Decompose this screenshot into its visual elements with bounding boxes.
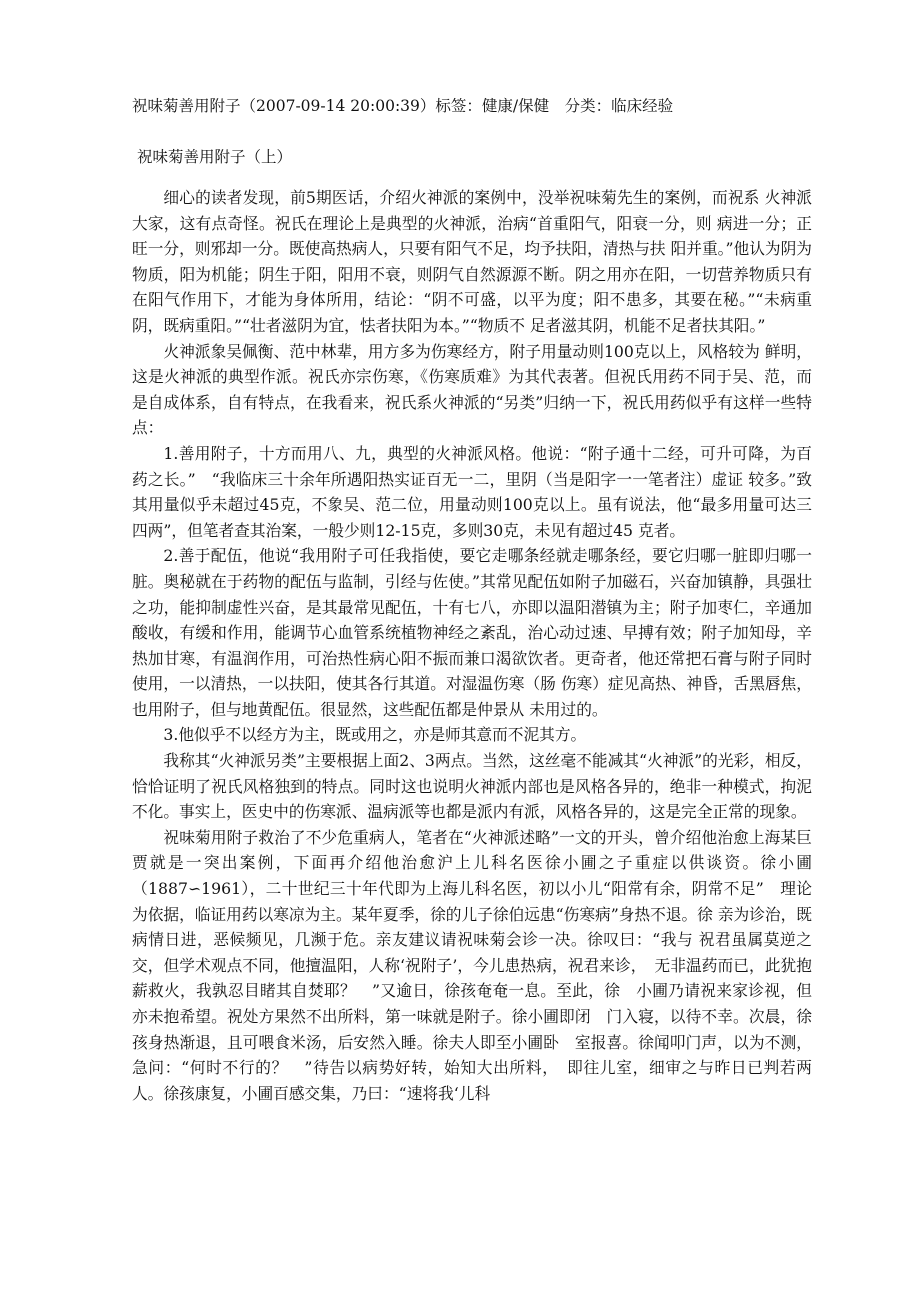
paragraph: 我称其“火神派另类”主要根据上面2、3两点。当然，这丝毫不能减其“火神派”的光彩，相反，恰恰证明了祝氏风格独到的特点。同时这也说明火神派内部也是风格各异的，绝非一种模式，拘泥不化。事实上，医史中的伤寒派、温病派等也都是派内有派，风格各异的，这是完全正常的现象。 — [132, 751, 812, 822]
paragraph: 1.善用附子，十方而用八、九，典型的火神派风格。他说：“附子通十二经，可升可降，为百药之长。” “我临床三十余年所遇阳热实证百无一二，里阴（当是阳字一一笔者注）虚证 较多。”致其用量似乎未超过45克，不象吴、范二位，用量动则100克以上。虽有说法，他“最多用量可达三四两”，但笔者查其治案，一般少则12-15克，多则30克，未见有超过45 克者。 — [132, 443, 812, 540]
paragraph: 3.他似乎不以经方为主，既或用之，亦是师其意而不泥其方。 — [163, 725, 587, 745]
paragraph: 祝味菊用附子救治了不少危重病人，笔者在“火神派述略”一文的开头，曾介绍他治愈上海某巨贾就是一突出案例，下面再介绍他治愈沪上儿科名医徐小圃之子重症以供谈资。徐小圃（1887∽1961），二十世纪三十年代即为上海儿科名医，初以小儿“阳常有余，阴常不足” 理论为依据，临证用药以寒凉为主。某年夏季，徐的儿子徐伯远患“伤寒病”身热不退。徐 亲为诊治，既病情日进，恶候频见，几濒于危。亲友建议请祝味菊会诊一决。徐叹曰：“我与 祝君虽属莫逆之交，但学术观点不同，他擅温阳，人称‘祝附子’，今儿患热病，祝君来诊， 无非温药而已，此犹抱薪救火，我孰忍目睹其自焚耶？ ”又逾日，徐孩奄奄一息。至此，徐 小圃乃请祝来家诊视，但亦未抱希望。祝处方果然不出所料，第一味就是附子。徐小圃即闭 门入寝，以待不幸。次晨，徐孩身热渐退，且可喂食米汤，后安然入睡。徐夫人即至小圃卧 室报喜。徐闻叩门声，以为不测，急问：“何时不行的？ ”待告以病势好转，始知大出所料， 即往儿室，细审之与昨日已判若两人。徐孩康复，小圃百感交集，乃曰：“速将我‘儿科 — [132, 827, 812, 1103]
article-subtitle: 祝味菊善用附子（上） — [137, 148, 293, 166]
article-body — [132, 185, 812, 1106]
paragraph: 2.善于配伍，他说“我用附子可任我指使，要它走哪条经就走哪条经，要它归哪一脏即归哪一脏。奥秘就在于药物的配伍与监制，引经与佐使。”其常见配伍如附子加磁石，兴奋加镇静，具强壮之功，能抑制虚性兴奋，是其最常见配伍，十有七八，亦即以温阳潜镇为主；附子加枣仁，辛通加酸收，有缓和作用，能调节心血管系统植物神经之紊乱，治心动过速、早搏有效；附子加知母，辛热加甘寒，有温润作用，可治热性病心阳不振而兼口渴欲饮者。更奇者，他还常把石膏与附子同时使用，一以清热，一以扶阳，使其各行其道。对湿温伤寒（肠 伤寒）症见高热、神昏，舌黑唇焦，也用附子，但与地黄配伍。很显然，这些配伍都是仲景从 未用过的。 — [132, 546, 812, 719]
post-header: 祝味菊善用附子（2007-09-14 20:00:39）标签：健康/保健 分类：临床经验 — [132, 97, 674, 115]
paragraph: 火神派象吴佩衡、范中林辈，用方多为伤寒经方，附子用量动则100克以上，风格较为 鲜明，这是火神派的典型作派。祝氏亦宗伤寒，《伤寒质难》为其代表著。但祝氏用药不同于吴、范，而是自成体系，自有特点，在我看来，祝氏系火神派的“另类”归纳一下，祝氏用药似乎有这样一些特点： — [132, 341, 812, 438]
paragraph: 细心的读者发现，前5期医话，介绍火神派的案例中，没举祝味菊先生的案例，而祝系 火神派大家，这有点奇怪。祝氏在理论上是典型的火神派，治病“首重阳气，阳衰一分，则 病进一分；正旺一分，则邪却一分。既使高热病人，只要有阳气不足，均予扶阳，清热与扶 阳并重。”他认为阴为物质，阳为机能；阴生于阳，阳用不衰，则阴气自然源源不断。阴之用亦在阳，一切营养物质只有在阳气作用下，才能为身体所用，结论：“阴不可盛，以平为度；阳不患多，其要在秘。”“未病重阴，既病重阳。”“壮者滋阴为宜，怯者扶阳为本。”“物质不 足者滋其阴，机能不足者扶其阳。” — [132, 188, 812, 335]
